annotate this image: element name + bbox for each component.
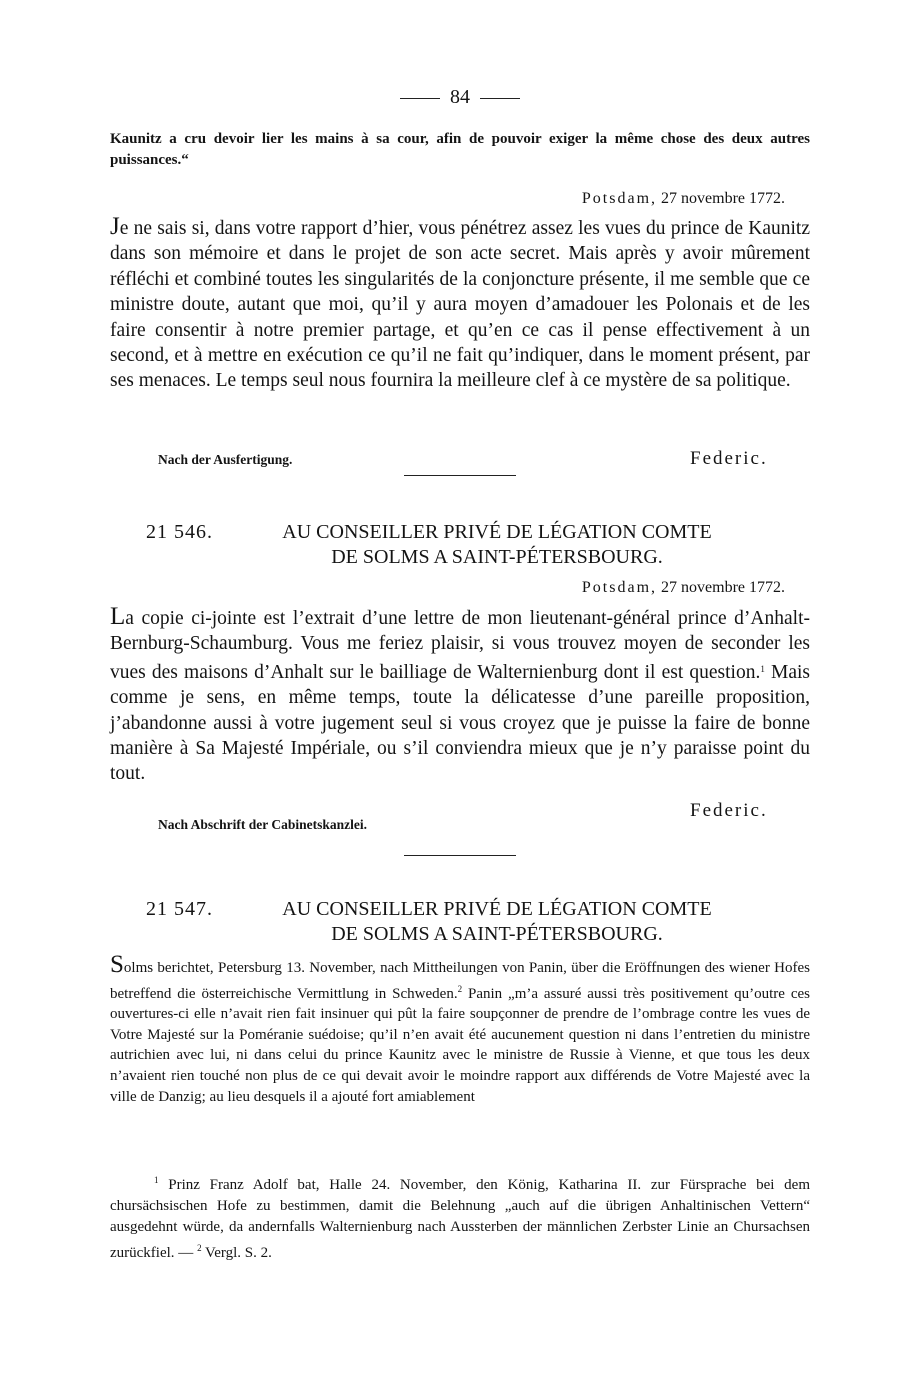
separator-rule-1: [404, 475, 516, 476]
letter3-heading-line1: 21 547. AU CONSEILLER PRIVÉ DE LÉGATION COMTE: [146, 898, 712, 920]
letter1-date: 27 novembre 1772.: [661, 190, 785, 207]
letter1-signature: Federic.: [690, 448, 768, 469]
letter1-body: [110, 214, 810, 394]
letter2-number: 21 546.: [146, 521, 213, 543]
letter3-heading-line2: DE SOLMS A SAINT-PÉTERSBOURG.: [331, 923, 663, 945]
letter1-text: e ne sais si, dans votre rapport d’hier, vous pénétrez assez les vues du prince de Kaunitz dans son mémoire et dans le projet de son acte secret. Mais après y avoir mûrement réfléchi et combiné toutes les singularités de la conjoncture présente, il me semble que ce ministre doute, autant que moi, qu’il y aura moyen d’amadouer les Polonais et de les faire consentir à notre premier partage, et qu’en ce cas il pense effectivement à un second, et à mettre en exécution ce qu’il ne fait qu’indiquer, dans le moment présent, par ses menaces. Le temps seul nous fournira la meilleure clef à ce mystère de sa politique.: [110, 218, 810, 392]
letter2-source: Nach Abschrift der Cabinetskanzlei.: [158, 817, 368, 832]
footnote1-text: Prinz Franz Adolf bat, Halle 24. November, den König, Katharina II. zur Fürsprache bei dem chursächsischen Hofe zu bestimmen, damit die Belehnung „auch auf die übrigen Anhaltinischen Vettern“ ausgedehnt würde, da andernfalls Walternienburg nach Aussterben der männlichen Zerbster Linie an Chursachsen zurückfiel. —: [110, 1177, 810, 1261]
letter2-signature: Federic.: [690, 800, 768, 821]
letter1-dropcap: J: [110, 213, 120, 240]
letter2-dropcap: L: [110, 603, 126, 630]
document-page: [110, 0, 810, 1392]
letter1-dateline: [110, 189, 810, 209]
letter3-number: 21 547.: [146, 898, 213, 920]
footnotes: [110, 1170, 810, 1264]
letter2-heading-line1: 21 546. AU CONSEILLER PRIVÉ DE LÉGATION COMTE: [146, 521, 712, 543]
page-number: 84: [110, 86, 810, 108]
footnote2-text: Vergl. S. 2.: [201, 1245, 272, 1261]
footnote1-mark: 1: [154, 1175, 159, 1185]
letter3-text-b: Panin „m’a assuré aussi très positivement qu’outre ces ouvertures-ci elle n’avait rien fait insinuer qui pût la faire soupçonner de prendre de l’ombrage contre les vues de Votre Majesté sur la Poméranie suédoise; qu’il n’en avait été aucunement question ni dans l’entretien du ministre autrichien avec lui, ni dans celui du prince Kaunitz avec le ministre de Russie à Vienne, et que tous les deux n’avaient rien touché non plus de ce qui devait avoir le moindre rapport aux différends de Votre Majesté avec la ville de Danzig; au lieu desquels il a ajouté fort amiablement: [110, 985, 810, 1105]
letter1-place: Potsdam,: [581, 190, 658, 207]
page-number-dash-right: [480, 98, 520, 99]
letter2-footnote-ref: 1: [760, 663, 765, 674]
letter3-footnote-ref: 2: [457, 983, 463, 994]
letter2-text-a: a copie ci-jointe est l’extrait d’une lettre de mon lieutenant-général prince d’Anhalt-Bernburg-Schaumburg. Vous me feriez plaisir, si vous trouvez moyen de seconder les vues des maisons d’Anhalt sur le bailliage de Walternienburg dont il est question.: [110, 608, 810, 683]
letter2-date: 27 novembre 1772.: [661, 579, 785, 596]
letter1-source: Nach der Ausfertigung.: [158, 452, 293, 467]
letter3-text-a: olms berichtet, Petersburg 13. November, nach Mittheilungen von Panin, über die Eröffnungen des wiener Hofes betreffend die österreichische Vermittlung in Schweden.: [110, 960, 810, 1002]
letter2-place: Potsdam,: [581, 579, 658, 596]
footnote2-mark: 2: [197, 1243, 202, 1253]
separator-rule-2: [404, 855, 516, 856]
letter2-heading-line2: DE SOLMS A SAINT-PÉTERSBOURG.: [331, 546, 663, 568]
letter2-body: [110, 604, 810, 787]
letter2-dateline: [110, 578, 810, 598]
letter2-text-b: Mais comme je sens, en même temps, toute la délicatesse d’une pareille proposition, j’abandonne aussi à votre jugement seul si vous croyez que je puisse la faire de bonne manière à Sa Majesté Impériale, ou s’il conviendra mieux que je n’y paraisse point du tout.: [110, 661, 811, 785]
continuation-paragraph: Kaunitz a cru devoir lier les mains à sa cour, afin de pouvoir exiger la même chose des deux autres puissances.“: [110, 131, 810, 168]
letter3-dropcap: S: [110, 951, 124, 978]
letter3-summary: [110, 951, 810, 1107]
page-number-dash-left: [400, 98, 440, 99]
